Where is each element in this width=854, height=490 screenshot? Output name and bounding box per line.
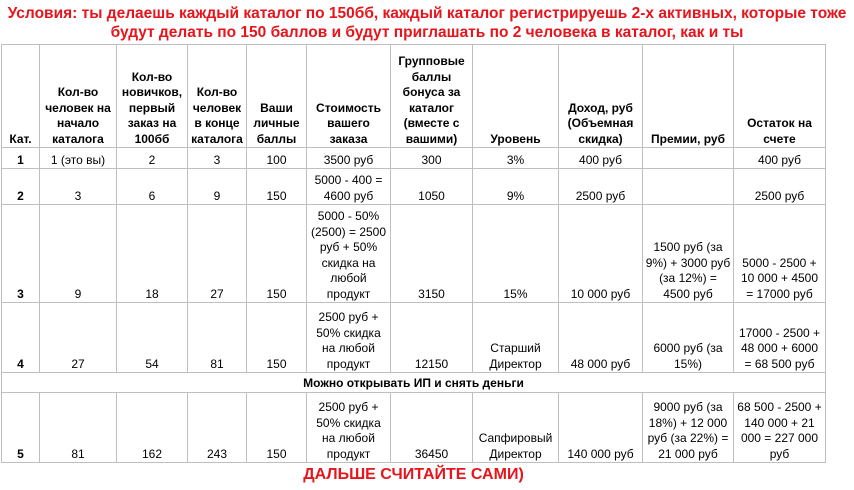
table-row <box>2 393 826 463</box>
cell-cat: 3 <box>2 205 40 303</box>
cell-newcomers: 2 <box>117 148 188 169</box>
cell-order-cost: 2500 руб + 50% скидка на любой продукт <box>307 303 391 373</box>
cell-balance: 17000 - 2500 + 48 000 + 6000 = 68 500 руб <box>734 303 826 373</box>
cell-income: 48 000 руб <box>559 303 643 373</box>
cell-newcomers: 6 <box>117 169 188 205</box>
cell-people-end: 9 <box>188 169 247 205</box>
cell-people-end: 81 <box>188 303 247 373</box>
cell-people-start: 81 <box>40 393 117 463</box>
catalog-table <box>1 44 826 487</box>
header-row <box>2 45 826 148</box>
header-level: Уровень <box>473 45 559 148</box>
header-balance: Остаток на счете <box>734 45 826 148</box>
table-row <box>2 169 826 205</box>
cell-balance: 5000 - 2500 + 10 000 + 4500 = 17000 руб <box>734 205 826 303</box>
table-row <box>2 205 826 303</box>
header-personal-points: Ваши личные баллы <box>247 45 307 148</box>
cell-cat: 4 <box>2 303 40 373</box>
cell-bonuses: 9000 руб (за 18%) + 12 000 руб (за 22%) = 21 000 руб <box>643 393 734 463</box>
table-row <box>2 148 826 169</box>
cell-personal-points: 150 <box>247 205 307 303</box>
cell-newcomers: 18 <box>117 205 188 303</box>
cell-income: 10 000 руб <box>559 205 643 303</box>
cell-personal-points: 100 <box>247 148 307 169</box>
cell-people-start: 9 <box>40 205 117 303</box>
header-order-cost: Стоимость вашего заказа <box>307 45 391 148</box>
conditions-title: Условия: ты делаешь каждый каталог по 150бб, каждый каталог регистрируешь 2-х активных, которые тоже будут делать по 150 баллов и будут приглашать по 2 человека в каталог, как и ты <box>7 5 847 41</box>
header-income: Доход, руб (Объемная скидка) <box>559 45 643 148</box>
header-newcomers: Кол-во новичков, первый заказ на 100бб <box>117 45 188 148</box>
footer-note: ДАЛЬШЕ СЧИТАЙТЕ САМИ) <box>2 463 826 487</box>
cell-bonuses: 1500 руб (за 9%) + 3000 руб (за 12%) = 4500 руб <box>643 205 734 303</box>
note-row <box>2 373 826 393</box>
header-people-start: Кол-во человек на начало каталога <box>40 45 117 148</box>
cell-people-start: 3 <box>40 169 117 205</box>
cell-balance: 400 руб <box>734 148 826 169</box>
cell-level: 3% <box>473 148 559 169</box>
cell-cat: 1 <box>2 148 40 169</box>
header-group-points: Групповые баллы бонуса за каталог (вместе с вашими) <box>391 45 473 148</box>
cell-personal-points: 150 <box>247 393 307 463</box>
cell-order-cost: 5000 - 50%(2500) = 2500 руб + 50% скидка на любой продукт <box>307 205 391 303</box>
cell-order-cost: 2500 руб + 50% скидка на любой продукт <box>307 393 391 463</box>
cell-personal-points: 150 <box>247 169 307 205</box>
footer-row <box>2 463 826 487</box>
cell-people-start: 1 (это вы) <box>40 148 117 169</box>
cell-newcomers: 162 <box>117 393 188 463</box>
cell-personal-points: 150 <box>247 303 307 373</box>
cell-level: 9% <box>473 169 559 205</box>
cell-bonuses: 6000 руб (за 15%) <box>643 303 734 373</box>
cell-people-end: 27 <box>188 205 247 303</box>
cell-bonuses <box>643 169 734 205</box>
cell-newcomers: 54 <box>117 303 188 373</box>
cell-income: 2500 руб <box>559 169 643 205</box>
cell-group-points: 3150 <box>391 205 473 303</box>
cell-group-points: 36450 <box>391 393 473 463</box>
cell-group-points: 12150 <box>391 303 473 373</box>
cell-bonuses <box>643 148 734 169</box>
note-text: Можно открывать ИП и снять деньги <box>2 373 826 393</box>
cell-people-end: 3 <box>188 148 247 169</box>
cell-balance: 2500 руб <box>734 169 826 205</box>
cell-group-points: 1050 <box>391 169 473 205</box>
header-people-end: Кол-во человек в конце каталога <box>188 45 247 148</box>
table-row <box>2 303 826 373</box>
cell-income: 400 руб <box>559 148 643 169</box>
header-bonuses: Премии, руб <box>643 45 734 148</box>
cell-level: Старший Директор <box>473 303 559 373</box>
cell-cat: 2 <box>2 169 40 205</box>
cell-order-cost: 3500 руб <box>307 148 391 169</box>
header-cat: Кат. <box>2 45 40 148</box>
cell-balance: 68 500 - 2500 + 140 000 + 21 000 = 227 000 руб <box>734 393 826 463</box>
cell-people-start: 27 <box>40 303 117 373</box>
cell-order-cost: 5000 - 400 = 4600 руб <box>307 169 391 205</box>
cell-level: Сапфировый Директор <box>473 393 559 463</box>
cell-people-end: 243 <box>188 393 247 463</box>
cell-group-points: 300 <box>391 148 473 169</box>
cell-income: 140 000 руб <box>559 393 643 463</box>
cell-level: 15% <box>473 205 559 303</box>
cell-cat: 5 <box>2 393 40 463</box>
